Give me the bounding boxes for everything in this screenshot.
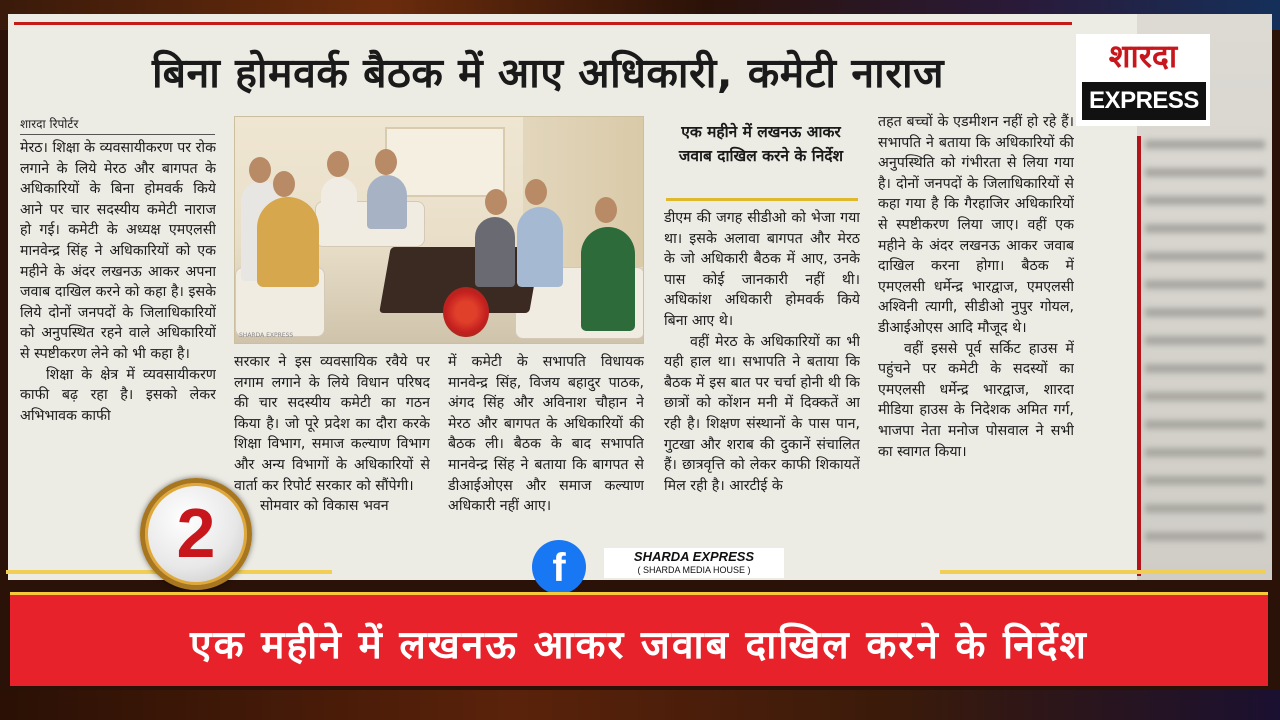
logo-text-express: EXPRESS (1082, 82, 1206, 120)
top-rule (14, 22, 1072, 25)
flower-bouquet (443, 287, 489, 337)
logo-text-hindi: शारदा (1108, 37, 1178, 75)
background-bottom (0, 690, 1280, 720)
page-number: 2 (176, 494, 216, 572)
article-column-3 (448, 352, 644, 556)
column-divider (1137, 136, 1141, 576)
facebook-icon[interactable]: f (532, 540, 586, 594)
column-paragraph: वहीं इससे पूर्व सर्किट हाउस में पहुंचने पर कमेटी के सदस्यों का एमएलसी धर्मेन्द्र भारद्वाज, शारदा मीडिया हाउस के निदेशक अमित गर्ग, भाजपा नेता मनोज पोसवाल ने सभी का स्वागत किया। (878, 340, 1074, 460)
column-paragraph: सरकार ने इस व्यवसायिक रवैये पर लगाम लगाने के लिये विधान परिषद की चार सदस्यीय कमेटी का गठन किया है। जो पूरे प्रदेश का दौरा करके शिक्षा विभाग, समाज कल्याण विभाग और अन्य विभागों के अधिकारियों से वार्ता कर रिपोर्ट सरकार को सौंपेगी। (234, 354, 430, 494)
meeting-photo (234, 116, 644, 344)
page-number-badge (140, 478, 252, 590)
column-paragraph: डीएम की जगह सीडीओ को भेजा गया था। इसके अलावा बागपत और मेरठ के जो अधिकारी बैठक में आए, उनके पास कोई जानकारी नहीं थी। अधिकांश अधिकारी होमवर्क किये बिना आए थे। (664, 210, 860, 329)
blurred-text-lines (1145, 140, 1265, 560)
sidebar-heading: एक महीने में लखनऊ आकर जवाब दाखिल करने के निर्देश (678, 123, 844, 165)
column-paragraph: में कमेटी के सभापति विधायक मानवेन्द्र सिंह, विजय बहादुर पाठक, अंगद सिंह और अविनाश चौहान ने मेरठ और बागपत के अधिकारियों की बैठक ली। बैठक के बाद सभापति मानवेन्द्र सिंह ने बताया कि बागपत से डीआईओएस और समाज कल्याण अधिकारी नहीं आए। (448, 354, 644, 515)
photo-credit: SHARDA EXPRESS (239, 332, 294, 339)
column-paragraph: शिक्षा के क्षेत्र में व्यवसायीकरण काफी बढ़ रहा है। इसको लेकर अभिभावक काफी (20, 366, 216, 424)
column-paragraph: तहत बच्चों के एडमीशन नहीं हो रहे हैं। सभापति ने बताया कि अधिकारियों की अनुपस्थिति को गंभीरता से लिया गया है। दोनों जनपदों के जिलाधिकारियों से कहा गया है कि गैरहाजिर अधिकारियों से स्पष्टीकरण लिया जाए। वहीं एक महीने के अंदर लखनऊ आकर जवाब दाखिल करना होगा। बैठक में एमएलसी धर्मेन्द्र भारद्वाज, एमएलसी अश्विनी त्यागी, सीडीओ नुपुर गोयल, डीआईओएस आदि मौजूद थे। (878, 114, 1074, 336)
facebook-page-name: SHARDA EXPRESS (633, 549, 755, 564)
ticker-text: एक महीने में लखनऊ आकर जवाब दाखिल करने के निर्देश (190, 623, 1088, 668)
byline: शारदा रिपोर्टर (20, 115, 215, 135)
article-column-5 (878, 112, 1074, 558)
article-column-4 (664, 208, 860, 554)
headline: बिना होमवर्क बैठक में आए अधिकारी, कमेटी नाराज (151, 49, 945, 97)
article-column-2 (234, 352, 430, 556)
facebook-page-subtitle: ( SHARDA MEDIA HOUSE ) (637, 565, 751, 575)
news-ticker (10, 592, 1268, 686)
gold-accent-line (940, 570, 1266, 574)
sharda-express-logo (1076, 34, 1210, 126)
column-paragraph: सोमवार को विकास भवन (260, 498, 389, 515)
sidebar-rule (666, 198, 858, 201)
facebook-handle[interactable] (604, 548, 784, 578)
column-paragraph: वहीं मेरठ के अधिकारियों का भी यही हाल था। सभापति ने बताया कि बैठक में इस बात पर चर्चा होनी थी कि छात्रों को कोंशन मनी में दिक्कतें आ रही है। शिक्षण संस्थानों के पास पान, गुटखा और शराब की दुकानें संचालित हैं। छात्रवृत्ति को लेकर काफी शिकायतें मिल रही है। आरटीई के (664, 333, 860, 494)
column-paragraph: मेरठ। शिक्षा के व्यवसायीकरण पर रोक लगाने के लिये मेरठ और बागपत के अधिकारियों के बिना होमवर्क किये आने पर चार सदस्यीय कमेटी नाराज हो गई। कमेटी के अध्यक्ष एमएलसी मानवेन्द्र सिंह ने अधिकारियों को एक महीने के अंदर लखनऊ आकर अपना जवाब दाखिल करने को कहा है। इसके लिये दोनों जनपदों के जिलाधिकारियों को अनुपस्थित रहने वाले अधिकारियों से स्पष्टीकरण लेने को भी कहा है। (20, 140, 216, 362)
